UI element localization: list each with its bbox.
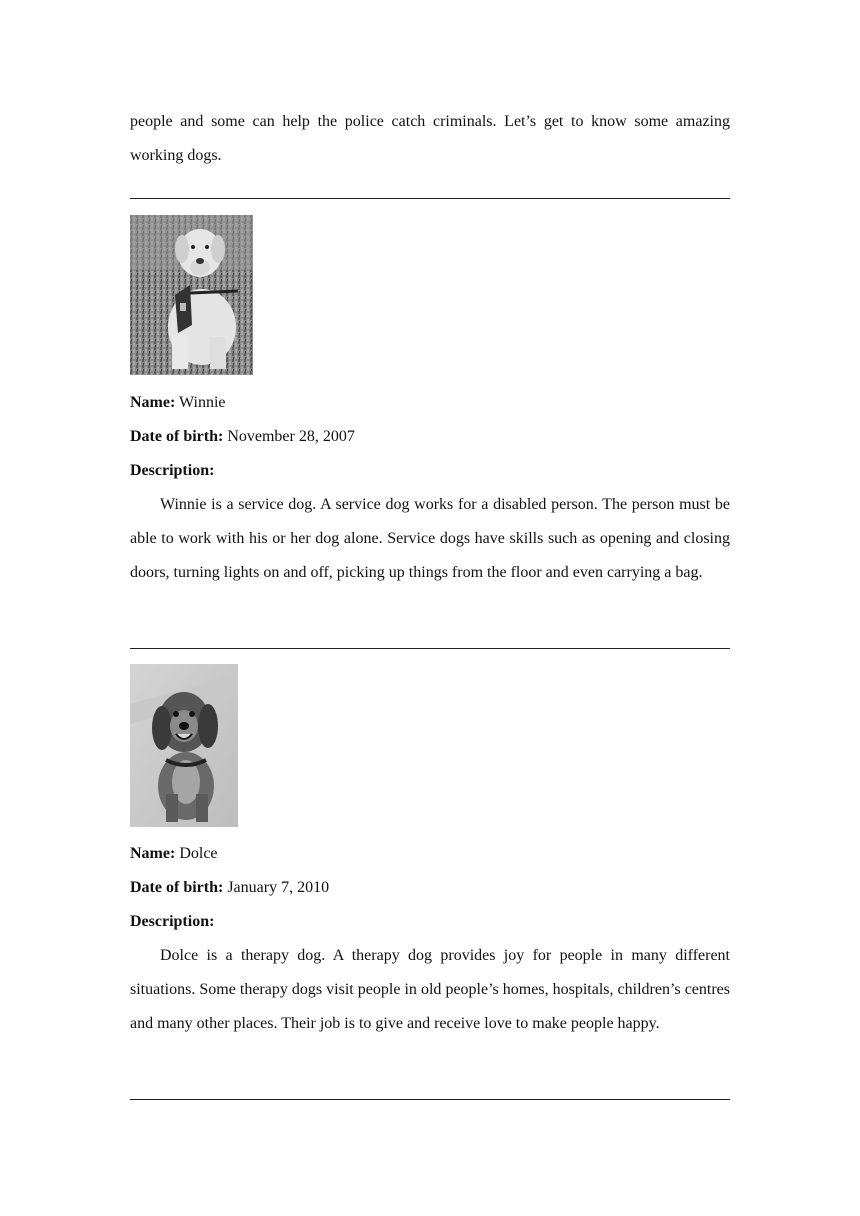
dolce-description	[130, 939, 730, 1041]
dog-name: Dolce	[179, 845, 218, 862]
dolce-dob-row	[130, 871, 730, 905]
description-text: Winnie is a service dog. A service dog works for a disabled person. The person must be able to work with his or her dog alone. Service dogs have skills such as opening and closing doors, turning lights on and off, picking up things from the floor and even carrying a bag.	[130, 496, 730, 581]
dob-label: Date of birth:	[130, 428, 224, 445]
intro-line-1: people and some can help the police catch criminals. Let’s get to know some amazing	[130, 113, 730, 130]
intro-line-2: working dogs.	[130, 147, 222, 164]
description-label: Description:	[130, 913, 215, 930]
dog-name: Winnie	[179, 394, 226, 411]
dog-dob: January 7, 2010	[227, 879, 330, 896]
name-label: Name:	[130, 845, 176, 862]
divider-3	[130, 1099, 730, 1100]
winnie-desc-label-row	[130, 454, 730, 488]
intro-paragraph	[130, 105, 730, 173]
divider-2	[130, 648, 730, 649]
description-text: Dolce is a therapy dog. A therapy dog provides joy for people in many different situations. Some therapy dogs visit people in old people’s homes, hospitals, children’s centres and many other places. Their job is to give and receive love to make people happy.	[130, 947, 730, 1032]
description-label: Description:	[130, 462, 215, 479]
dob-label: Date of birth:	[130, 879, 224, 896]
dog-dob: November 28, 2007	[227, 428, 355, 445]
winnie-dob-row	[130, 420, 730, 454]
dolce-photo	[130, 664, 238, 827]
winnie-description	[130, 488, 730, 590]
name-label: Name:	[130, 394, 176, 411]
divider-1	[130, 198, 730, 199]
dolce-name-row	[130, 837, 730, 871]
winnie-photo	[130, 215, 253, 375]
winnie-name-row	[130, 386, 730, 420]
dolce-desc-label-row	[130, 905, 730, 939]
